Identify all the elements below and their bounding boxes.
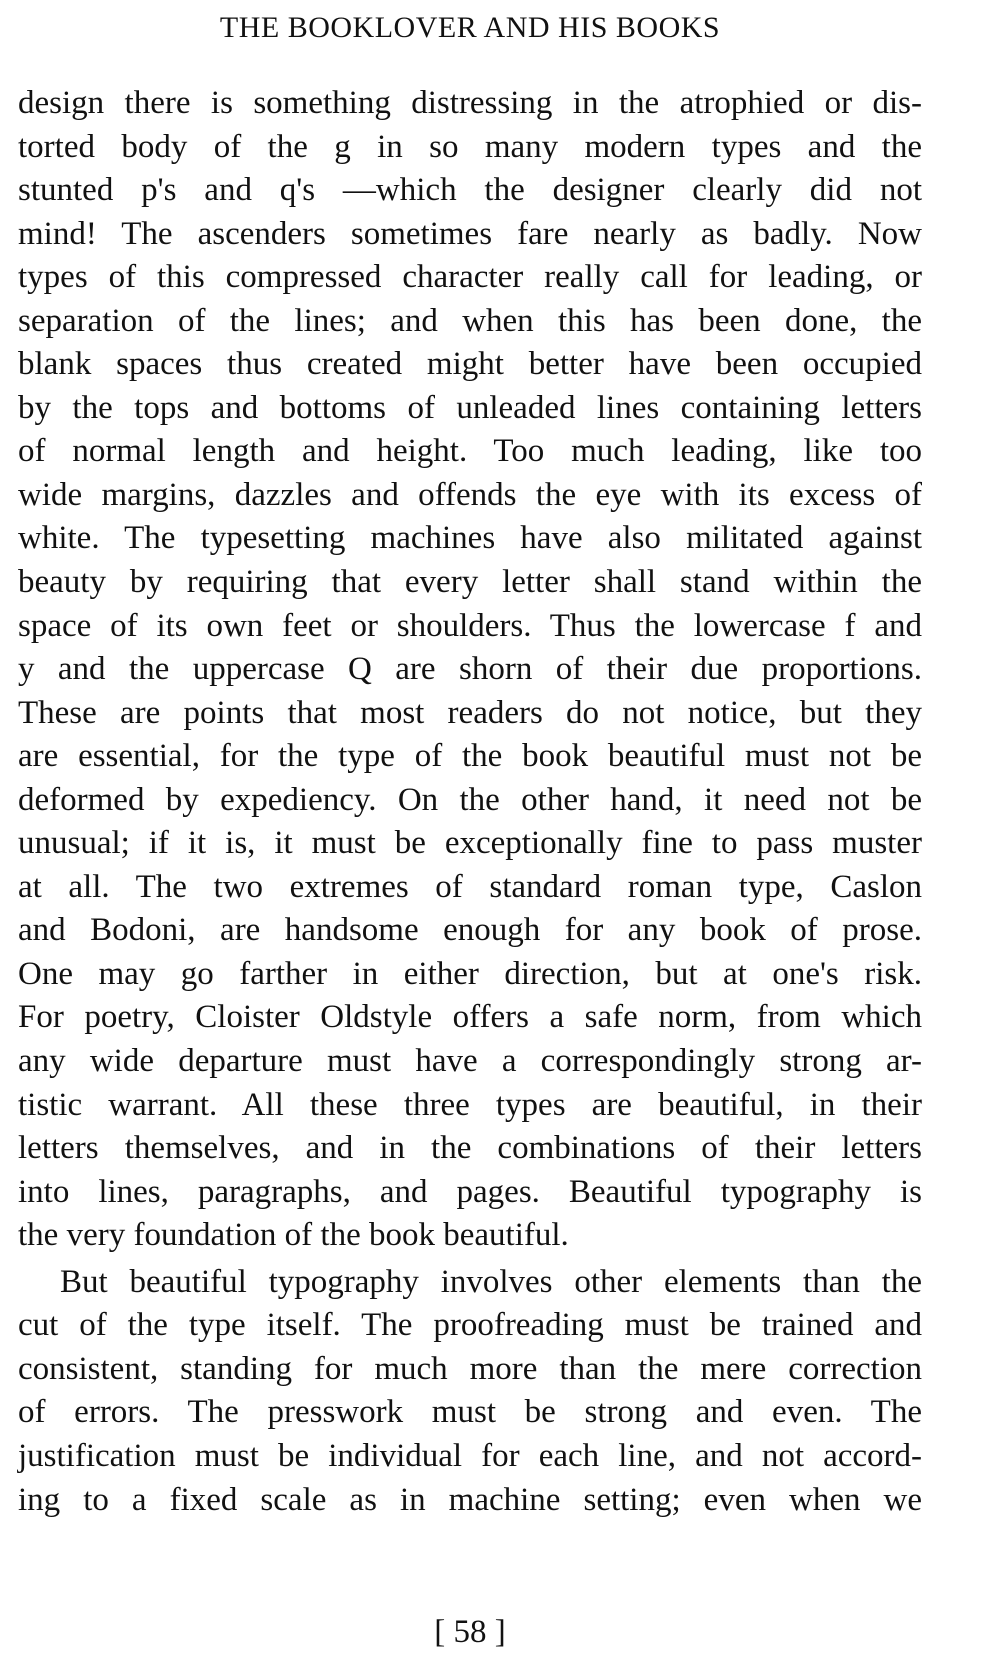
text-line: For poetry, Cloister Oldstyle offers a safe norm, from which (18, 999, 922, 1036)
text-line: the very foundation of the book beautiful. (18, 1217, 569, 1254)
text-line: types of this compressed character really call for leading, or (18, 259, 922, 296)
text-line: y and the uppercase Q are shorn of their due proportions. (18, 651, 922, 688)
text-line: are essential, for the type of the book beautiful must not be (18, 738, 922, 775)
text-line: But beautiful typography involves other elements than the (60, 1263, 922, 1300)
text-line: One may go farther in either direction, but at one's risk. (18, 955, 922, 992)
text-line: space of its own feet or shoulders. Thus the lowercase f and (18, 607, 922, 644)
running-head: THE BOOKLOVER AND HIS BOOKS (219, 11, 721, 44)
text-line: torted body of the g in so many modern types and the (18, 128, 922, 165)
text-line: and Bodoni, are handsome enough for any book of prose. (18, 912, 922, 949)
text-line: wide margins, dazzles and offends the eye with its excess of (18, 476, 922, 513)
paragraph-1 (18, 82, 922, 1258)
text-line: of normal length and height. Too much leading, like too (18, 433, 922, 470)
text-line: white. The typesetting machines have also militated against (18, 520, 922, 557)
text-line: into lines, paragraphs, and pages. Beautiful typography is (18, 1173, 922, 1210)
text-line: unusual; if it is, it must be exceptionally fine to pass muster (18, 825, 922, 862)
text-line: any wide departure must have a correspondingly strong ar- (18, 1043, 922, 1080)
text-line: separation of the lines; and when this has been done, the (18, 302, 922, 339)
text-line: design there is something distressing in the atrophied or dis- (18, 85, 922, 121)
text-line: at all. The two extremes of standard roman type, Caslon (18, 868, 922, 905)
text-line: blank spaces thus created might better have been occupied (18, 346, 922, 383)
book-page (18, 0, 922, 1663)
body-text (18, 82, 922, 1522)
text-line: mind! The ascenders sometimes fare nearly as badly. Now (18, 215, 922, 252)
text-line: stunted p's and q's —which the designer clearly did not (18, 172, 922, 209)
text-line: of errors. The presswork must be strong and even. The (18, 1394, 922, 1431)
text-line: by the tops and bottoms of unleaded lines containing letters (18, 389, 922, 426)
paragraph-2 (18, 1261, 922, 1522)
page-number: [ 58 ] (434, 1614, 506, 1650)
text-line: These are points that most readers do not notice, but they (18, 694, 922, 731)
text-line: ing to a fixed scale as in machine setting; even when we (18, 1481, 922, 1518)
text-line: beauty by requiring that every letter shall stand within the (18, 564, 922, 601)
text-line: tistic warrant. All these three types are beautiful, in their (18, 1086, 922, 1123)
text-line: cut of the type itself. The proofreading must be trained and (18, 1307, 922, 1344)
text-line: justification must be individual for each line, and not accord- (18, 1437, 922, 1474)
text-line: consistent, standing for much more than the mere correction (18, 1350, 922, 1387)
text-line: deformed by expediency. On the other hand, it need not be (18, 781, 922, 818)
text-line: letters themselves, and in the combinations of their letters (18, 1130, 922, 1167)
